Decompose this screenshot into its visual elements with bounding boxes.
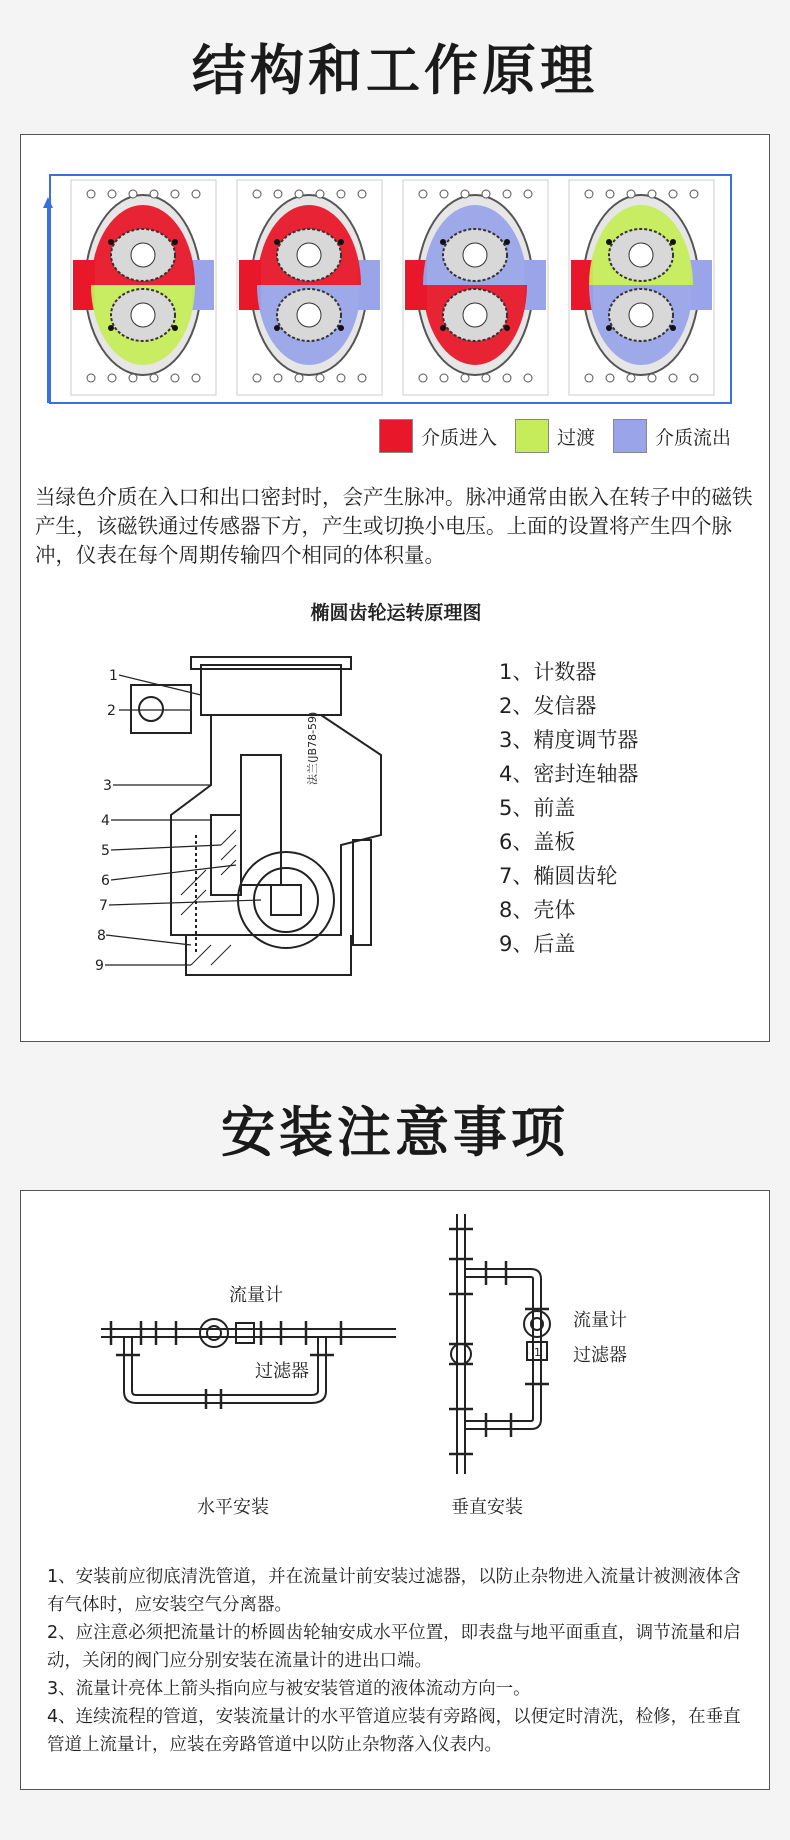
legend-swatch-inlet bbox=[379, 419, 413, 453]
legend-item-outlet bbox=[613, 419, 731, 453]
gear-frame bbox=[569, 180, 714, 395]
installation-panel bbox=[20, 1190, 770, 1790]
parts-list-item: 9、后盖 bbox=[499, 932, 576, 956]
parts-list-item: 3、精度调节器 bbox=[499, 728, 639, 752]
parts-list-item: 2、发信器 bbox=[499, 694, 597, 718]
legend-label-transition: 过渡 bbox=[557, 426, 596, 449]
structure-panel bbox=[20, 134, 770, 1042]
callout-1: 1 bbox=[109, 668, 118, 684]
cross-section-drawing bbox=[91, 635, 431, 995]
vertical-install-diagram bbox=[431, 1209, 581, 1484]
callout-8: 8 bbox=[97, 928, 106, 944]
flange-stamp: 法兰(JB78-59) bbox=[306, 711, 319, 785]
callout-9: 9 bbox=[95, 958, 104, 974]
gear-frame bbox=[403, 180, 548, 395]
gear-frames-figure bbox=[21, 135, 771, 425]
parts-list bbox=[499, 655, 638, 961]
section-title-installation: 安装注意事项 bbox=[221, 1101, 569, 1164]
callout-3: 3 bbox=[103, 778, 112, 794]
legend-item-inlet bbox=[379, 419, 497, 453]
legend-label-outlet: 介质流出 bbox=[655, 426, 732, 449]
parts-list-item: 8、壳体 bbox=[499, 898, 576, 922]
note-item: 2、应注意必须把流量计的桥圆齿轮轴安成水平位置，即表盘与地平面重直，调节流量和启动，关闭的阀门应分别安装在流量计的进出口端。 bbox=[47, 1623, 741, 1671]
legend-swatch-outlet bbox=[613, 419, 647, 453]
diagram-title: 椭圆齿轮运转原理图 bbox=[310, 602, 482, 624]
flow-legend bbox=[379, 419, 749, 453]
vertical-install-caption: 垂直安装 bbox=[451, 1497, 523, 1518]
parts-list-item: 4、密封连轴器 bbox=[499, 762, 639, 786]
vertical-filter-mark: 1 bbox=[534, 1346, 541, 1359]
parts-list-item: 7、椭圆齿轮 bbox=[499, 864, 618, 888]
parts-list-item: 5、前盖 bbox=[499, 796, 576, 820]
principle-description: 当绿色介质在入口和出口密封时，会产生脉冲。脉冲通常由嵌入在转子中的磁铁产生，该磁铁通过传感器下方，产生或切换小电压。上面的设置将产生四个脉冲，仪表在每个周期传输四个相同的体积量。 bbox=[35, 485, 753, 567]
horizontal-filter-label: 过滤器 bbox=[255, 1361, 309, 1382]
legend-label-inlet: 介质进入 bbox=[421, 426, 498, 449]
horizontal-meter-label: 流量计 bbox=[229, 1285, 283, 1306]
vertical-meter-label: 流量计 bbox=[573, 1310, 627, 1331]
callout-2: 2 bbox=[107, 703, 116, 719]
callout-4: 4 bbox=[101, 813, 110, 829]
legend-swatch-transition bbox=[515, 419, 549, 453]
installation-notes bbox=[47, 1563, 757, 1759]
note-item: 3、流量计亮体上箭头指向应与被安装管道的液体流动方向一。 bbox=[47, 1679, 531, 1699]
section-title-structure: 结构和工作原理 bbox=[192, 39, 598, 102]
parts-list-item: 1、计数器 bbox=[499, 660, 597, 684]
parts-list-item: 6、盖板 bbox=[499, 830, 576, 854]
legend-item-transition bbox=[515, 419, 595, 453]
callout-7: 7 bbox=[99, 898, 108, 914]
callout-5: 5 bbox=[101, 843, 110, 859]
callout-6: 6 bbox=[101, 873, 110, 889]
vertical-filter-label: 过滤器 bbox=[573, 1345, 627, 1366]
gear-frame bbox=[71, 180, 216, 395]
note-item: 4、连续流程的管道，安装流量计的水平管道应装有旁路阀，以便定时清洗，检修，在垂直管道上流量计，应装在旁路管道中以防止杂物落入仪表内。 bbox=[47, 1707, 741, 1755]
gear-frame bbox=[237, 180, 382, 395]
horizontal-install-caption: 水平安装 bbox=[197, 1497, 269, 1518]
note-item: 1、安装前应彻底清洗管道，并在流量计前安装过滤器，以防止杂物进入流量计被测液体含有气体时，应安装空气分离器。 bbox=[47, 1567, 741, 1615]
